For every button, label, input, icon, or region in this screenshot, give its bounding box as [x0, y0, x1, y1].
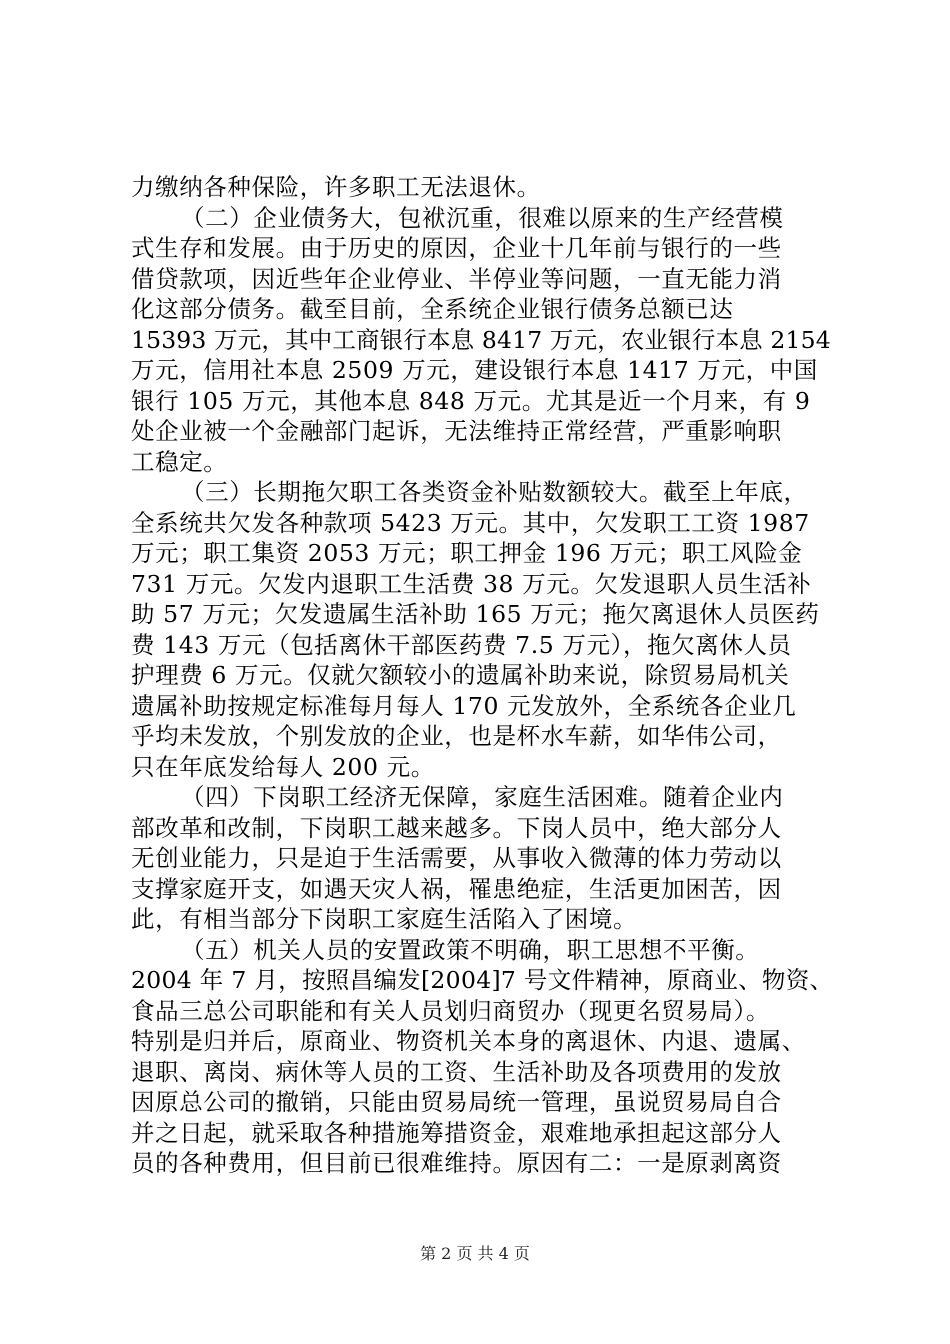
text-line: （二）企业债务大，包袱沉重，很难以原来的生产经营模 — [181, 203, 784, 232]
text-line: 借贷款项，因近些年企业停业、半停业等问题，一直无能力消 — [131, 264, 782, 293]
text-line: 全系统共欠发各种款项 5423 万元。其中，欠发职工工资 1987 — [131, 508, 810, 537]
text-line: 乎均未发放，个别发放的企业，也是杯水车薪，如华伟公司， — [131, 722, 782, 750]
text-line: 无创业能力，只是迫于生活需要，从事收入微薄的体力劳动以 — [131, 844, 782, 872]
text-line: 退职、离岗、病休等人员的工资、生活补助及各项费用的发放 — [131, 1057, 782, 1086]
text-line: 化这部分债务。截至目前，全系统企业银行债务总额已达 — [131, 295, 734, 323]
text-line: 只在年底发给每人 200 元。 — [131, 752, 435, 781]
text-line: 费 143 万元（包括离休干部医药费 7.5 万元），拖欠离休人员 — [131, 630, 792, 659]
text-line: 支撑家庭开支，如遇天灾人祸，罹患绝症，生活更加困苦，因 — [131, 874, 782, 903]
text-line: （三）长期拖欠职工各类资金补贴数额较大。截至上年底， — [181, 478, 808, 506]
text-line: 力缴纳各种保险，许多职工无法退休。 — [131, 173, 541, 201]
text-line: （五）机关人员的安置政策不明确，职工思想不平衡。 — [181, 935, 760, 964]
page-number-footer: 第 2 页 共 4 页 — [420, 1244, 530, 1263]
text-line: （四）下岗职工经济无保障，家庭生活困难。随着企业内 — [181, 783, 784, 811]
text-line: 万元；职工集资 2053 万元；职工押金 196 万元；职工风险金 — [131, 539, 803, 567]
text-line: 万元，信用社本息 2509 万元，建设银行本息 1417 万元，中国 — [131, 356, 818, 384]
text-line: 工稳定。 — [131, 447, 228, 476]
text-line: 2004 年 7 月，按照昌编发[2004]7 号文件精神，原商业、物资、 — [131, 966, 834, 994]
text-line: 此，有相当部分下岗职工家庭生活陷入了困境。 — [131, 905, 638, 933]
text-line: 特别是归并后，原商业、物资机关本身的离退休、内退、遗属、 — [131, 1027, 806, 1055]
text-line: 护理费 6 万元。仅就欠额较小的遗属补助来说，除贸易局机关 — [131, 661, 790, 689]
text-line: 银行 105 万元，其他本息 848 万元。尤其是近一个月来，有 9 — [131, 386, 811, 415]
text-line: 部改革和改制，下岗职工越来越多。下岗人员中，绝大部分人 — [131, 813, 782, 842]
text-line: 处企业被一个金融部门起诉，无法维持正常经营，严重影响职 — [131, 417, 782, 445]
document-body — [131, 172, 835, 1179]
text-line: 式生存和发展。由于历史的原因，企业十几年前与银行的一些 — [131, 234, 782, 262]
text-line: 并之日起，就采取各种措施筹措资金，艰难地承担起这部分人 — [131, 1118, 782, 1147]
text-line: 15393 万元，其中工商银行本息 8417 万元，农业银行本息 2154 — [131, 325, 831, 354]
text-line: 因原总公司的撤销，只能由贸易局统一管理，虽说贸易局自合 — [131, 1088, 782, 1116]
text-line: 食品三总公司职能和有关人员划归商贸办（现更名贸易局）。 — [131, 996, 770, 1025]
text-line: 遗属补助按规定标准每月每人 170 元发放外，全系统各企业几 — [131, 691, 797, 720]
text-line: 731 万元。欠发内退职工生活费 38 万元。欠发退职人员生活补 — [131, 569, 812, 598]
text-line: 员的各种费用，但目前已很难维持。原因有二：一是原剥离资 — [131, 1149, 782, 1177]
text-line: 助 57 万元；欠发遗属生活补助 165 万元；拖欠离退休人员医药 — [131, 600, 820, 628]
